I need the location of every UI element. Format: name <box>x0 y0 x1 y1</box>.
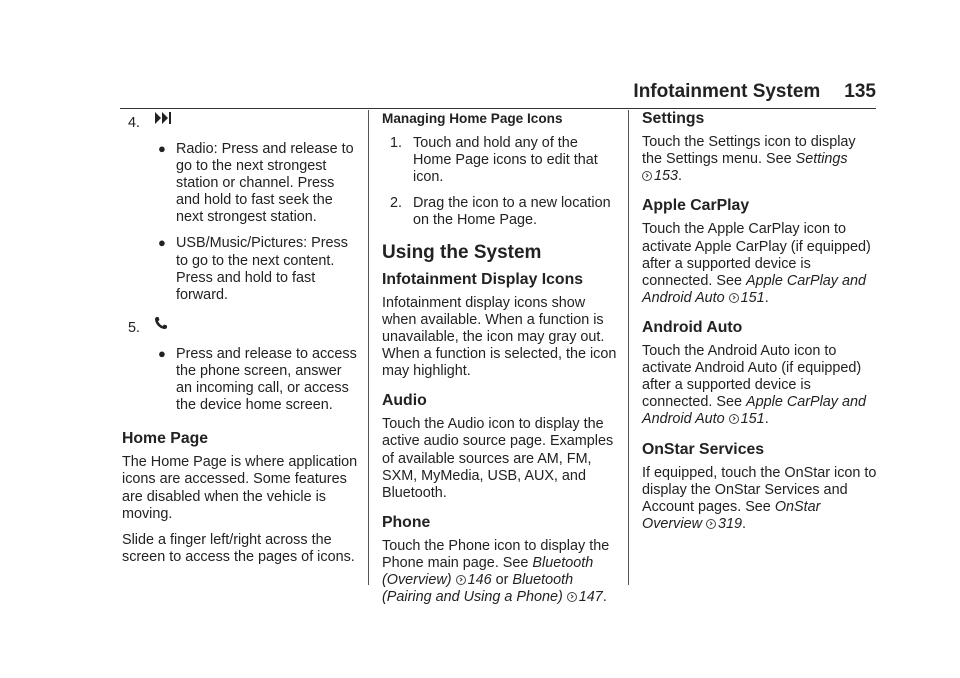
column-3 <box>642 108 878 533</box>
phone-icon <box>154 316 168 334</box>
period: . <box>742 515 746 532</box>
page-ref-icon <box>729 293 739 303</box>
ref-page-151[interactable]: 151 <box>740 411 765 428</box>
android-text-body: Touch the Android Auto icon to activate Android Auto (if equipped) after a supported device is connected. See <box>642 343 862 411</box>
ref-page-147[interactable]: 147 <box>578 589 603 606</box>
next-track-icon <box>154 111 172 129</box>
ref-page-146[interactable]: 146 <box>467 572 492 589</box>
ref-bluetooth-overview[interactable]: Bluetooth (Overview) <box>382 554 594 589</box>
column-divider-1 <box>368 110 369 585</box>
heading-onstar-services: OnStar Services <box>642 440 765 458</box>
heading-android-auto: Android Auto <box>642 318 743 336</box>
settings-text-body: Touch the Settings icon to display the Settings menu. See <box>642 134 856 168</box>
heading-home-page: Home Page <box>122 430 209 448</box>
bullet-icon: ● <box>158 235 166 251</box>
step-text: Touch and hold any of the Home Page icons to edit that icon. <box>413 135 598 186</box>
phone-text-body: Touch the Phone icon to display the Phone main page. See <box>382 537 610 571</box>
bullet-icon: ● <box>158 141 166 156</box>
item-number: 5. <box>128 319 141 336</box>
heading-using-system: Using the System <box>382 241 542 263</box>
heading-apple-carplay: Apple CarPlay <box>642 197 750 215</box>
heading-display-icons: Infotainment Display Icons <box>382 270 584 288</box>
carplay-text <box>642 221 878 306</box>
bullet-text: Press and release to access the phone screen, answer an incoming call, or access the device home screen. <box>176 345 357 414</box>
ref-page-319[interactable]: 319 <box>717 515 742 532</box>
bullet-icon: ● <box>158 345 166 361</box>
column-divider-2 <box>628 110 629 585</box>
display-icons-text: Infotainment display icons show when available. When a function is unavailable, the icon may gray out. When a function is selected, the icon may highlight. <box>382 294 617 380</box>
settings-text <box>642 134 878 185</box>
ref-bluetooth-pairing[interactable]: Bluetooth (Pairing and Using a Phone) <box>382 572 574 606</box>
ref-carplay-android[interactable]: Apple CarPlay and Android Auto <box>642 394 867 428</box>
home-page-paragraph-2: Slide a finger left/right across the screen to access the pages of icons. <box>122 531 355 565</box>
ref-page-151[interactable]: 151 <box>740 289 765 306</box>
period: . <box>602 589 607 606</box>
heading-audio: Audio <box>382 392 427 410</box>
carplay-text-body: Touch the Apple CarPlay icon to activate Apple CarPlay (if equipped) after a supported device is connected. See <box>642 221 871 289</box>
step-number: 2. <box>390 195 403 212</box>
item-number: 4. <box>128 115 141 131</box>
ref-onstar-overview[interactable]: OnStar Overview <box>642 498 821 532</box>
section-title: Infotainment System <box>633 81 821 102</box>
list-item-4 <box>122 108 358 132</box>
heading-phone: Phone <box>382 513 431 531</box>
page-ref-icon <box>706 519 716 529</box>
home-page-paragraph-1: The Home Page is where application icons are accessed. Some features are disabled when the vehicle is moving. <box>122 454 358 522</box>
period: . <box>678 168 683 185</box>
period: . <box>764 289 769 306</box>
page-ref-icon <box>729 414 739 424</box>
onstar-text-body: If equipped, touch the OnStar icon to display the OnStar Services and Account pages. See <box>642 464 877 515</box>
ref-page-153[interactable]: 153 <box>654 168 679 185</box>
bullet-text: Radio: Press and release to go to the next strongest station or channel. Press and hold to fast seek the next strongest station. <box>176 141 354 226</box>
heading-settings: Settings <box>642 110 705 127</box>
steps-list <box>382 135 620 229</box>
page-number: 135 <box>844 81 876 102</box>
step-text: Drag the icon to a new location on the Home Page. <box>413 195 611 229</box>
page-ref-icon <box>567 592 577 602</box>
android-text <box>642 343 878 428</box>
onstar-text <box>642 465 878 533</box>
list-item <box>122 346 358 414</box>
list-item <box>382 195 620 229</box>
list-item-5 <box>122 313 358 337</box>
period: . <box>764 411 769 428</box>
heading-managing-icons: Managing Home Page Icons <box>382 111 563 126</box>
phone-text <box>382 538 620 606</box>
column-1 <box>122 108 358 566</box>
step-number: 1. <box>390 135 403 152</box>
list-item <box>122 141 358 226</box>
ref-settings[interactable]: Settings <box>795 151 848 168</box>
or-text: or <box>495 572 509 589</box>
page-header <box>600 81 876 107</box>
page-ref-icon <box>642 171 652 181</box>
bullet-text: USB/Music/Pictures: Press to go to the next content. Press and hold to fast forward. <box>176 235 348 303</box>
list-item <box>122 235 358 303</box>
ref-carplay-android[interactable]: Apple CarPlay and Android Auto <box>642 272 867 306</box>
list-item <box>382 135 620 186</box>
audio-text: Touch the Audio icon to display the active audio source page. Examples of available sources are AM, FM, SXM, MyMedia, USB, AUX, and Bluetooth. <box>382 416 614 501</box>
column-2 <box>382 108 620 606</box>
page-ref-icon <box>456 575 466 585</box>
